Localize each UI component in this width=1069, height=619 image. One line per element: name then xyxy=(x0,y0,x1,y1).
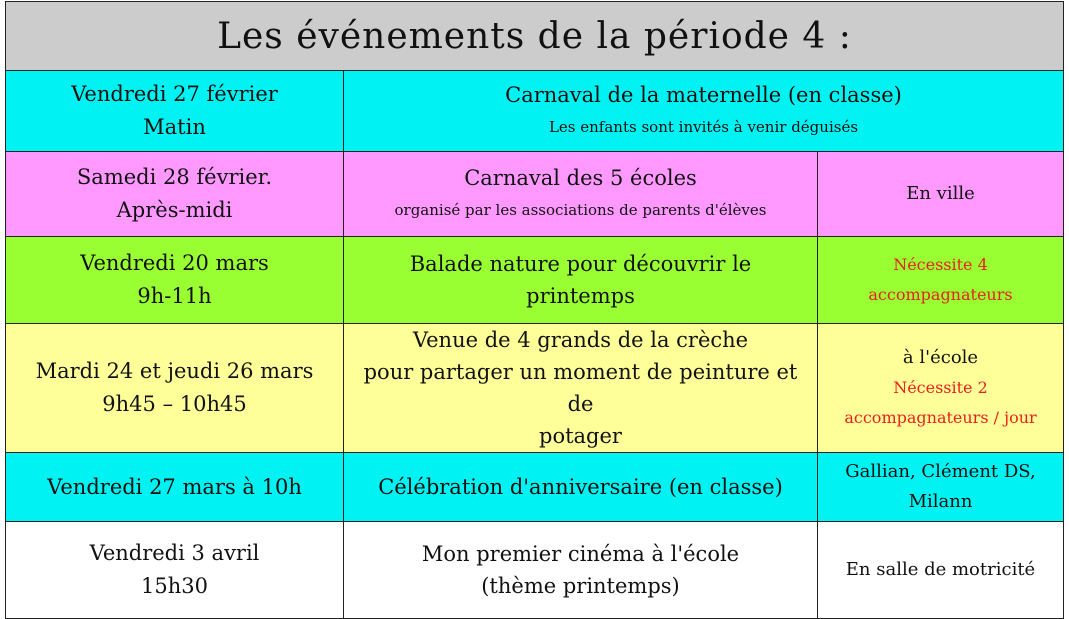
event-description xyxy=(344,152,818,237)
event-row xyxy=(6,522,1064,619)
event-date xyxy=(6,152,344,237)
note-line: En salle de motricité xyxy=(845,559,1036,580)
event-line: Carnaval de la maternelle (en classe) xyxy=(505,83,902,107)
event-sub-line: organisé par les associations de parents d'élèves xyxy=(394,201,767,219)
note-line: En ville xyxy=(906,183,975,204)
event-row xyxy=(6,237,1064,324)
note-red-line: Nécessite 4 xyxy=(893,255,988,274)
events-table xyxy=(5,1,1064,619)
event-description xyxy=(344,453,818,522)
note-red-line: accompagnateurs / jour xyxy=(844,408,1037,427)
events-sheet xyxy=(5,1,1063,613)
event-note xyxy=(818,522,1064,619)
date-line: 9h-11h xyxy=(137,284,212,308)
event-date xyxy=(6,522,344,619)
event-row xyxy=(6,152,1064,237)
event-description xyxy=(344,522,818,619)
event-line: Célébration d'anniversaire (en classe) xyxy=(378,475,783,499)
event-date xyxy=(6,453,344,522)
event-line: (thème printemps) xyxy=(481,574,680,598)
event-line: Carnaval des 5 écoles xyxy=(464,166,697,190)
event-row xyxy=(6,453,1064,522)
event-row xyxy=(6,71,1064,152)
date-line: Vendredi 27 février xyxy=(71,82,278,106)
note-line: Gallian, Clément DS, xyxy=(845,461,1036,482)
event-line: Venue de 4 grands de la crèche xyxy=(412,328,749,352)
event-description xyxy=(344,71,1064,152)
event-line: pour partager un moment de peinture et de xyxy=(363,360,798,416)
event-line: Mon premier cinéma à l'école xyxy=(421,542,740,566)
event-note xyxy=(818,152,1064,237)
date-line: Vendredi 3 avril xyxy=(89,541,260,565)
date-line: Mardi 24 et jeudi 26 mars xyxy=(35,359,314,383)
event-line: Balade nature pour découvrir le xyxy=(409,252,752,276)
date-line: 9h45 – 10h45 xyxy=(102,392,247,416)
date-line: Samedi 28 février. xyxy=(76,165,273,189)
date-line: Après-midi xyxy=(116,198,233,222)
event-date xyxy=(6,71,344,152)
note-line: à l'école xyxy=(902,347,979,368)
date-line: Vendredi 20 mars xyxy=(80,251,269,275)
event-note xyxy=(818,324,1064,453)
page-title: Les événements de la période 4 : xyxy=(6,2,1064,71)
event-row xyxy=(6,324,1064,453)
event-note xyxy=(818,237,1064,324)
date-line: Vendredi 27 mars à 10h xyxy=(47,474,302,499)
note-red-line: accompagnateurs xyxy=(868,285,1013,304)
date-line: 15h30 xyxy=(141,574,208,598)
event-line: printemps xyxy=(526,284,635,308)
event-sub-line: Les enfants sont invités à venir déguisés xyxy=(548,118,859,136)
event-date xyxy=(6,237,344,324)
event-line: potager xyxy=(539,424,622,448)
event-note xyxy=(818,453,1064,522)
event-description xyxy=(344,237,818,324)
note-line: Milann xyxy=(908,491,973,512)
note-red-line: Nécessite 2 xyxy=(893,378,988,397)
event-date xyxy=(6,324,344,453)
event-description xyxy=(344,324,818,453)
date-line: Matin xyxy=(143,115,206,139)
